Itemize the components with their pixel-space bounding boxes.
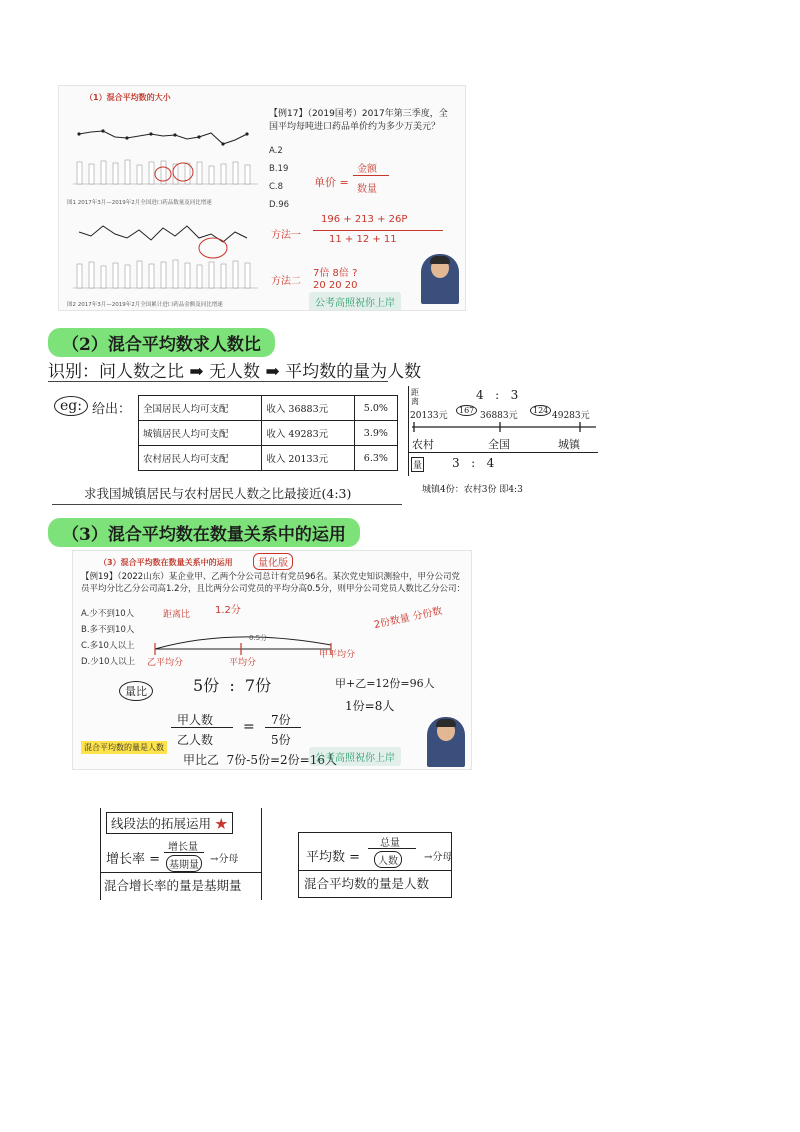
option-c: C.8: [269, 182, 284, 192]
difference-eq: 甲比乙 7份-5份=2份=16人: [183, 753, 337, 767]
method1-denominator: 11 + 12 + 11: [329, 234, 397, 245]
divider: [52, 504, 402, 505]
gap-left: 167: [456, 405, 477, 416]
growth-formula-den: 基期量: [166, 855, 202, 872]
quantity-ratio: 量比: [119, 681, 153, 701]
number-line: [410, 420, 600, 434]
table-cell: 收入 20133元: [262, 446, 354, 471]
formula-denominator: 数量: [357, 184, 377, 195]
income-table: [138, 395, 398, 471]
star-icon: ★: [215, 816, 228, 831]
section-heading-3: （3）混合平均数在数量关系中的运用: [48, 518, 360, 547]
distance-label: 距离: [411, 388, 419, 406]
watermark: 公考高照祝你上岸: [309, 747, 401, 766]
note-b-avg: 乙平均分: [147, 658, 184, 668]
growth-formula-note: →分母: [210, 854, 239, 865]
highlight-footer: 混合平均数的量是人数: [81, 741, 167, 754]
lesson-screenshot-1: [58, 85, 466, 311]
divider: [298, 870, 452, 871]
avg-formula-note: →分母: [424, 852, 453, 863]
section-subtitle: （3）混合平均数在数量关系中的运用: [99, 558, 233, 567]
right-footer: 混合平均数的量是人数: [304, 876, 430, 891]
option-d: D.96: [269, 200, 290, 210]
divider: [408, 452, 598, 453]
option-d: D.少10人以上: [81, 657, 136, 667]
label-national: 全国: [488, 438, 510, 451]
total-eq: 甲+乙=12份=96人: [335, 677, 435, 690]
table-cell: 6.3%: [354, 446, 397, 471]
option-c: C.多10人以上: [81, 641, 135, 651]
table-cell: 收入 36883元: [262, 396, 354, 421]
frac-right-den: 5份: [271, 733, 291, 747]
identify-rule: 识别：问人数之比 ➡ 无人数 ➡ 平均数的量为人数: [48, 362, 422, 382]
presenter-avatar: [421, 254, 459, 304]
table-cell: 5.0%: [354, 396, 397, 421]
table-cell: 3.9%: [354, 421, 397, 446]
ratio-top: 4 : 3: [476, 388, 519, 402]
option-a: A.少不到10人: [81, 609, 135, 619]
method2-values: 7倍 8倍 ?: [313, 268, 358, 279]
lesson-screenshot-3: [72, 550, 472, 770]
formula-label: 单价 =: [314, 176, 349, 189]
presenter-avatar: [427, 717, 465, 767]
question-text: 【例17】（2019国考）2017年第三季度，全国平均每吨进口药品单价约为多少万美元？: [269, 109, 448, 132]
value-urban: 49283元: [552, 411, 590, 421]
frac-left-num: 甲人数: [177, 713, 214, 727]
growth-formula-num: 增长量: [168, 842, 198, 853]
table-cell: 全国居民人均可支配: [139, 396, 262, 421]
fraction-bar: [353, 175, 389, 176]
note-stamp-2: 2份数量 分份数: [373, 605, 444, 632]
eg-marker: eg:: [54, 396, 88, 416]
avg-formula-num: 总量: [380, 838, 400, 849]
table-cell: 农村居民人均可支配: [139, 446, 262, 471]
value-rural: 20133元: [410, 411, 448, 421]
divider: [100, 872, 262, 873]
label-urban: 城镇: [558, 438, 580, 451]
avg-formula-label: 平均数 =: [306, 850, 361, 865]
table-cell: 城镇居民人均可支配: [139, 421, 262, 446]
table-row: [139, 396, 398, 421]
method1-numerator: 196 + 213 + 26P: [321, 214, 408, 225]
watermark: 公考高照祝你上岸: [309, 292, 401, 311]
frac-right-num: 7份: [271, 713, 291, 727]
equals: =: [243, 719, 255, 735]
option-b: B.多不到10人: [81, 625, 135, 635]
fraction-bar: [171, 727, 233, 728]
ratio-5-7: 5份 : 7份: [193, 676, 272, 695]
one-share: 1份=8人: [345, 699, 395, 713]
note-distance: 距离比: [163, 610, 191, 620]
left-footer: 混合增长率的量是基期量: [104, 878, 242, 893]
value-national: 36883元: [480, 411, 518, 421]
method2-label: 方法二: [271, 276, 301, 287]
note-1-2: 1.2分: [215, 605, 241, 616]
frac-left-den: 乙人数: [177, 733, 214, 747]
method1-label: 方法一: [271, 230, 301, 241]
gap-right: 124: [530, 405, 551, 416]
line-bar-chart-2: [63, 212, 263, 300]
table-row: [139, 446, 398, 471]
left-note-title: [106, 812, 233, 834]
fraction-bar: [265, 727, 301, 728]
option-b: B.19: [269, 164, 289, 174]
divider: [48, 381, 388, 382]
line-bar-chart-1: [63, 104, 263, 196]
fraction-bar: [313, 230, 443, 231]
question-text: 【例19】（2022山东）某企业甲、乙两个分公司总计有党员96名。某次党史知识测验中，甲分公司党员平均分比乙分公司高1.2分，且比两分公司党员的平均分高0.5分，则甲分公司党员人数比乙分公司：: [81, 572, 466, 594]
avg-formula-den: 人数: [374, 851, 402, 868]
quantity-label: 量: [411, 457, 424, 472]
fraction-bar: [368, 848, 416, 849]
label-rural: 农村: [412, 438, 434, 451]
ratio-bottom: 3 : 4: [452, 456, 495, 470]
note-a-avg: 甲平均分: [319, 650, 356, 660]
section-heading-2: （2）混合平均数求人数比: [48, 328, 275, 357]
chart-caption-1: 图1 2017年3月—2019年2月全国进口药品数量及同比增速: [67, 200, 212, 206]
note-stamp: 量化版: [253, 553, 293, 570]
note-avg: 平均分: [229, 658, 257, 668]
left-note-title-text: 线段法的拓展运用: [111, 816, 212, 831]
fraction-bar: [164, 852, 204, 853]
chart-caption-2: 图2 2017年3月—2019年2月全国累计进口药品金额及同比增速: [67, 302, 223, 308]
method2-values-2: 20 20 20: [313, 280, 358, 291]
table-cell: 收入 49283元: [262, 421, 354, 446]
given-label: 给出：: [92, 402, 132, 417]
growth-formula-label: 增长率 =: [106, 852, 161, 867]
formula-numerator: 金额: [357, 164, 377, 175]
section-subtitle: （1）混合平均数的大小: [85, 93, 171, 102]
note-0-5: 0.5分: [249, 634, 268, 642]
table-row: [139, 421, 398, 446]
option-a: A.2: [269, 146, 283, 156]
ratio-note: 城镇4份：农村3份 即4:3: [422, 485, 523, 495]
conclusion-text: 求我国城镇居民与农村居民人数之比最接近(4:3): [84, 486, 352, 501]
